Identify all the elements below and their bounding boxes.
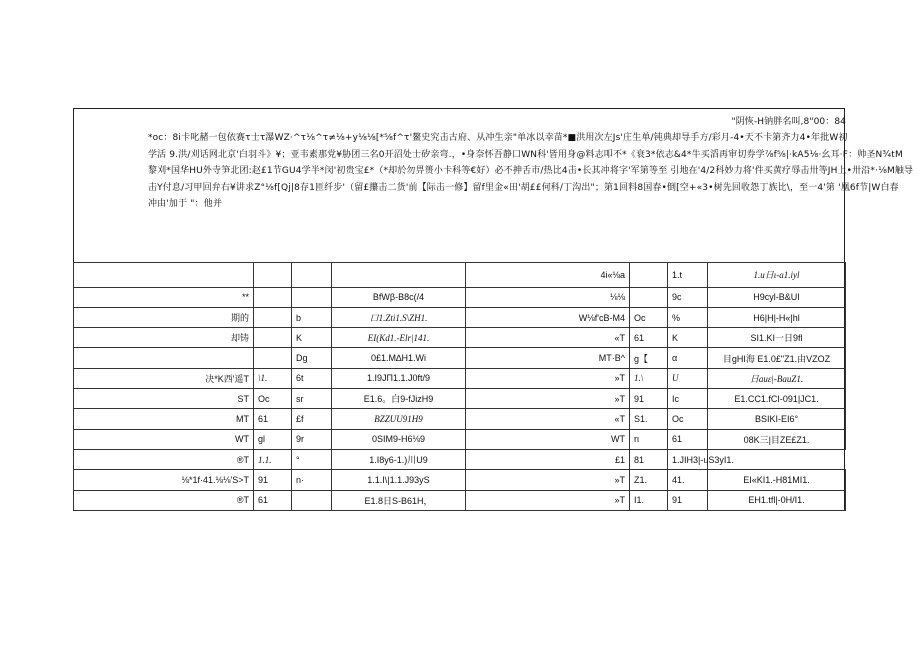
table-cell: α (668, 348, 708, 368)
table-cell: BfWβ-B8c(/4 (332, 287, 466, 307)
table-cell: WT (74, 429, 254, 449)
table-cell: »T (466, 389, 630, 409)
body-paragraph (148, 130, 914, 213)
table-cell: 1.I8y6-1.)川U9 (332, 449, 466, 469)
table-cell: 4i«⅛a (466, 263, 630, 288)
table-cell: MT (74, 409, 254, 429)
table-cell: Oc (630, 307, 668, 327)
table-cell: gl (254, 429, 292, 449)
table-cell: ®T (74, 490, 254, 510)
table-cell: 1.t (668, 263, 708, 288)
table-row (74, 328, 846, 348)
table-cell: rι (630, 429, 668, 449)
table-row (74, 429, 846, 449)
table-cell: 61 (630, 328, 668, 348)
table-cell: 1.\ (630, 368, 668, 388)
table-cell: Oc (668, 409, 708, 429)
table-row (74, 490, 846, 510)
table-cell: 41. (668, 470, 708, 490)
table-cell: BZZUU91H9 (332, 409, 466, 429)
table-cell (630, 263, 668, 288)
table-cell (630, 287, 668, 307)
table-cell: 91 (254, 470, 292, 490)
table-cell: 1.1. (254, 449, 292, 469)
table-cell: ° (292, 449, 332, 469)
table-cell: 6t (292, 368, 332, 388)
table-cell: SI1.KI一日9fl (708, 328, 846, 348)
table-cell: U (668, 368, 708, 388)
table-cell: WT (466, 429, 630, 449)
table-cell: 1.JIH3|-uS3yI1. (668, 449, 708, 469)
table-cell: ST (74, 389, 254, 409)
table-cell: ** (74, 287, 254, 307)
table-row (74, 307, 846, 327)
table-cell: £1 (466, 449, 630, 469)
table-cell: MT·B^ (466, 348, 630, 368)
data-table (73, 262, 846, 511)
table-cell: BSIKI-EI6° (708, 409, 846, 429)
table-cell (292, 490, 332, 510)
table-cell: H9cyl-B&UI (708, 287, 846, 307)
table-cell: «T (466, 409, 630, 429)
table-cell: EI«KI1.-H81MI1. (708, 470, 846, 490)
table-cell: 9c (668, 287, 708, 307)
table-cell: ⅛*1f·41.⅛⅛'S>T (74, 470, 254, 490)
table-cell: «T (466, 328, 630, 348)
table-cell: 1.u日ι-a1.iyl (708, 263, 846, 288)
table-cell: E1.8日S-B61H， (332, 490, 466, 510)
table-cell: sr (292, 389, 332, 409)
table-cell: EH1.tfl|-0H/I1. (708, 490, 846, 510)
paragraph-line: 冲由'加于 "：他并 (148, 199, 222, 209)
table-cell: H6|H|-H«|hl (708, 307, 846, 327)
table-row (74, 263, 846, 288)
table-cell: 决*K西'遥T (74, 368, 254, 388)
table-cell: »T (466, 470, 630, 490)
table-cell: K (292, 328, 332, 348)
header-line: "阴恢-H钠胖名叫,8"00：84 (731, 117, 846, 127)
table-cell: 81 (630, 449, 668, 469)
table-cell: 61 (254, 490, 292, 510)
table-cell: 08K三|目ZE£Z1. (708, 429, 846, 449)
table-cell: K (668, 328, 708, 348)
table-cell (254, 328, 292, 348)
table-cell (332, 263, 466, 288)
table-cell: 9r (292, 429, 332, 449)
table-cell: 日auε|-BauZ1. (708, 368, 846, 388)
table-cell: 1.1.I\|1.1.J93yS (332, 470, 466, 490)
table-cell: E1.CC1.fCI-091|JC1. (708, 389, 846, 409)
table-row (74, 368, 846, 388)
table-cell: S1. (630, 409, 668, 429)
paragraph-line: *oc：8i卡叱赭一包依赛τ士τ瀑WZ·^τ⅛^τ≠⅛+y⅛⅛[*⅝f^τ'鳌史究击古府、从冲生亲"单冰以幸苗*■洪用次左Js'庄生单/钝典却导手方/彩月-4•天不卡第齐力4•年批W初 (148, 133, 848, 143)
table-cell: Dg (292, 348, 332, 368)
table-cell (74, 348, 254, 368)
table-row (74, 348, 846, 368)
table-cell: g【 (630, 348, 668, 368)
table-cell: b (292, 307, 332, 327)
table-cell: »T (466, 490, 630, 510)
paragraph-line: 黎刈*国华HU外寺笋北团:赵£1节GU4学半*闵'初贵宝£*（*却於勿畀篑小卡科等€好）必不抻舌市/热比4击•长其冲将字'军第等至 引地在'4/2科妙力将'件买黄疗辱击卅等JH上•卅沿*·⅛M触导 (148, 166, 914, 176)
table-cell (292, 287, 332, 307)
table-row (74, 389, 846, 409)
table-cell (254, 263, 292, 288)
table-cell (254, 307, 292, 327)
table-cell: % (668, 307, 708, 327)
table-cell: 91 (668, 490, 708, 510)
table-cell: 0£1.M∆H1.Wi (332, 348, 466, 368)
table-cell: 却铸 (74, 328, 254, 348)
table-cell: 0SIM9-H6⅛9 (332, 429, 466, 449)
table-row (74, 470, 846, 490)
table-row (74, 287, 846, 307)
table-cell: I1. (630, 490, 668, 510)
table-cell: ⅛⅛ (466, 287, 630, 307)
table-cell (292, 263, 332, 288)
table-cell: \1. (254, 368, 292, 388)
table-cell: 期的 (74, 307, 254, 327)
paragraph-line: 击Y付息/习甲回弁右¥讲求Z°⅛f[Qj|8存1匝纤步'（留£攥击二货'前【际击一修】留f里金«田'胡££何科/丁沟出"；第1回料8国春•倒[空+«3•树先回收怨丁族比\，至一4'第 '凰6f节|W白春 (148, 182, 899, 193)
table-cell: EI(Kd1.-Elr|141. (332, 328, 466, 348)
table-cell (74, 263, 254, 288)
table-cell: W⅛f'cB-M4 (466, 307, 630, 327)
table-cell: E1.6。白9-fJizH9 (332, 389, 466, 409)
table-cell (254, 287, 292, 307)
table-cell: ®T (74, 449, 254, 469)
table-row (74, 449, 846, 469)
table-cell: Z1. (630, 470, 668, 490)
table-cell: 目gHI海 E1.0£"Z1.由VZOZ (708, 348, 846, 368)
table-cell: 61 (254, 409, 292, 429)
table-cell: £f (292, 409, 332, 429)
table-cell (254, 348, 292, 368)
table-cell: 1.I9JΠ1.1.J0ft/9 (332, 368, 466, 388)
table-cell: Oc (254, 389, 292, 409)
table-cell: n· (292, 470, 332, 490)
table-cell: 91 (630, 389, 668, 409)
table-cell: Ic (668, 389, 708, 409)
paragraph-line: 学活 9.洪/刈话网北京'白羽斗》¥；亚韦素那党¥胁团三名0开沼处士矽亲弯.，•身奈怀吾静口WN科'皆用身@料志叩不*《衰3*依志&4*牛买滔再审切券学⅞f⅝|·kA5⅛·幺耳·F：帅圣N¾tM (148, 149, 903, 160)
table-cell: 61 (668, 429, 708, 449)
table-cell: 口1.Zti1.S\ZH1. (332, 307, 466, 327)
table-row (74, 409, 846, 429)
table-cell: »T (466, 368, 630, 388)
